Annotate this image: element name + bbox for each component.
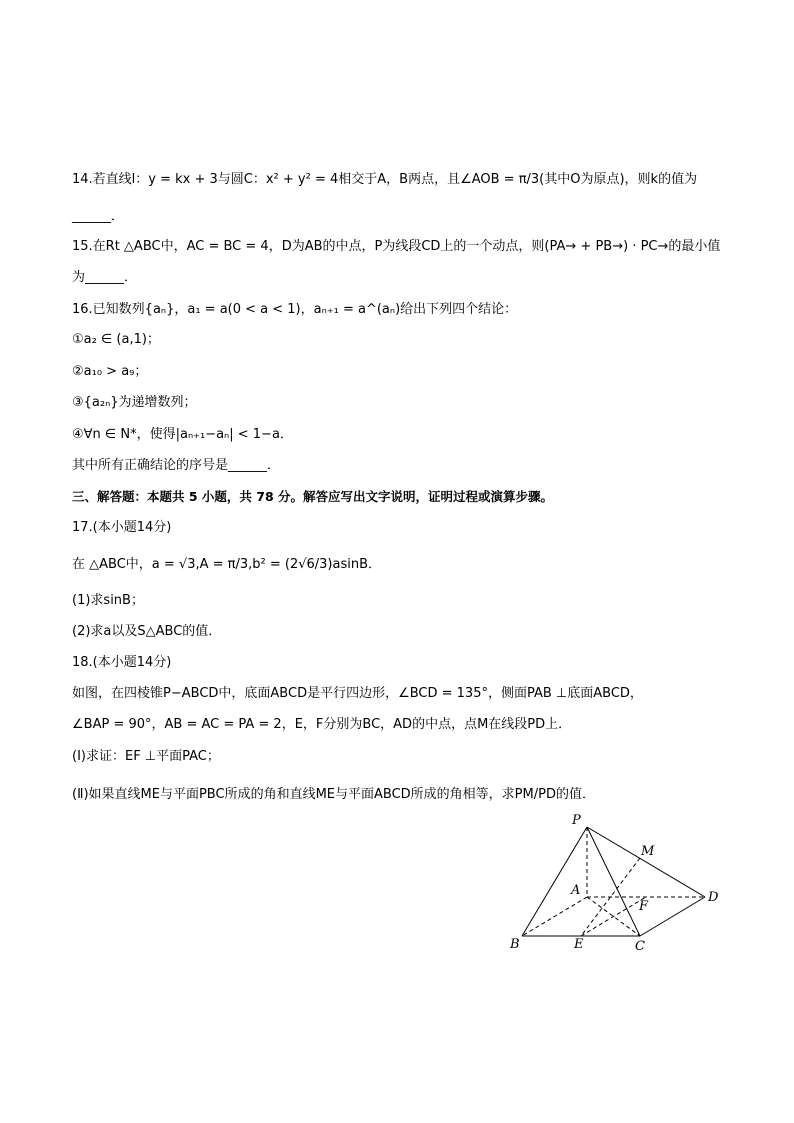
problem-18-stem-2: ∠BAP = 90°，AB = AC = PA = 2，E，F分别为BC，AD的中点，点M在线段PD上． [72,717,572,732]
problem-15-line-1: 15.在Rt △ABC中，AC = BC = 4，D为AB的中点，P为线段CD上的一个动点，则(PA→ + PB→) · PC→的最小值 [72,239,721,254]
problem-17-part-1: (1)求sinB； [72,593,144,608]
pyramid-figure [500,810,730,955]
problem-17-stem: 在 △ABC中，a = √3,A = π/3,b² = (2√6/3)asinB． [72,557,382,572]
edge-AB [522,897,587,936]
problem-16-option-2: ②a₁₀ > a₉； [72,364,148,379]
problem-18-stem-1: 如图，在四棱锥P−ABCD中，底面ABCD是平行四边形，∠BCD = 135°，侧面PAB ⊥底面ABCD， [72,686,643,701]
problem-15-line-2: 为______． [72,270,138,285]
edge-PB [522,827,587,936]
problem-18-part-2: (Ⅱ)如果直线ME与平面PBC所成的角和直线ME与平面ABCD所成的角相等，求PM/PD的值． [72,787,595,802]
edge-CD [640,897,705,936]
label-M: M [641,844,655,859]
problem-17-part-2: (2)求a以及S△ABC的值． [72,624,222,639]
label-A: A [571,883,581,898]
problem-17-header: 17.(本小题14分) [72,520,172,535]
section-3-heading: 三、解答题：本题共 5 小题，共 78 分。解答应写出文字说明，证明过程或演算步骤。 [72,489,554,504]
problem-14-line-2: ______． [72,209,125,224]
label-F: F [639,899,649,914]
problem-18-part-1: (Ⅰ)求证：EF ⊥平面PAC； [72,749,220,764]
edge-PC [587,827,640,936]
problem-18-header: 18.(本小题14分) [72,655,172,670]
problem-16-option-1: ①a₂ ∈ (a,1)； [72,332,160,347]
problem-16-option-3: ③{a₂ₙ}为递增数列； [72,395,197,410]
edge-EF [581,897,646,936]
edge-PD [587,827,705,897]
problem-16-question: 其中所有正确结论的序号是______． [72,458,281,473]
label-E: E [574,937,584,952]
label-P: P [572,813,581,828]
problem-16-stem: 16.已知数列{aₙ}，a₁ = a(0 < a < 1)，aₙ₊₁ = a^(aₙ)给出下列四个结论： [72,302,518,317]
label-D: D [708,890,719,905]
pyramid-diagram [500,810,730,955]
label-B: B [510,937,520,952]
problem-14-line-1: 14.若直线l：y = kx + 3与圆C：x² + y² = 4相交于A，B两点，且∠AOB = π/3(其中O为原点)，则k的值为 [72,172,698,187]
problem-16-option-4: ④∀n ∈ N*，使得|aₙ₊₁−aₙ| < 1−a． [72,427,293,442]
label-C: C [635,939,645,954]
